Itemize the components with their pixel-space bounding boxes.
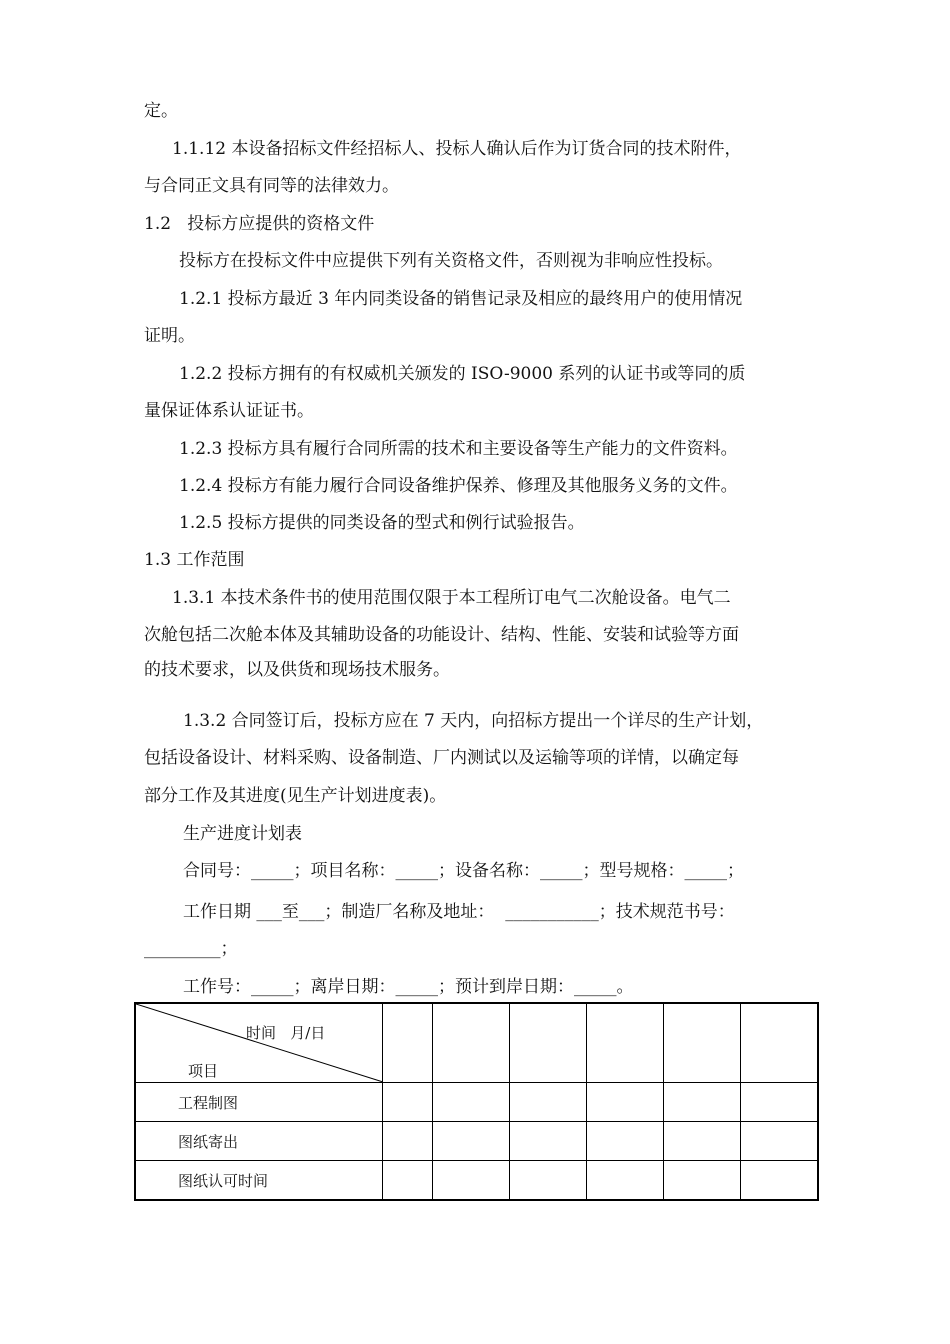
- table-cell: [509, 1003, 586, 1083]
- table-cell: [586, 1083, 663, 1122]
- table-cell: [740, 1083, 818, 1122]
- text-line: 量保证体系认证证书。: [144, 401, 314, 421]
- text-line: 1.1.12 本设备招标文件经招标人、投标人确认后作为订货合同的技术附件，: [172, 139, 742, 159]
- table-cell: [740, 1161, 818, 1201]
- row-label: 图纸认可时间: [135, 1161, 382, 1201]
- table-cell: [382, 1161, 432, 1201]
- text-line: 1.2.5 投标方提供的同类设备的型式和例行试验报告。: [179, 513, 585, 533]
- text-line: 部分工作及其进度(见生产计划进度表)。: [144, 786, 447, 806]
- table-cell: [509, 1161, 586, 1201]
- diagonal-header-cell: [135, 1003, 382, 1083]
- table-cell: [432, 1083, 509, 1122]
- text-line: 1.2.1 投标方最近 3 年内同类设备的销售记录及相应的最终用户的使用情况: [179, 289, 743, 309]
- text-line: 的技术要求，以及供货和现场技术服务。: [144, 660, 450, 680]
- row-label: 工程制图: [135, 1083, 382, 1122]
- text-line: 定。: [144, 101, 178, 121]
- text-line: 1.2.2 投标方拥有的有权威机关颁发的 ISO-9000 系列的认证书或等同的质: [179, 364, 746, 384]
- table-cell: [586, 1161, 663, 1201]
- table-cell: [586, 1122, 663, 1161]
- text-line: 1.2.4 投标方有能力履行合同设备维护保养、修理及其他服务义务的文件。: [179, 476, 738, 496]
- table-caption: 生产进度计划表: [183, 824, 302, 844]
- section-heading: 1.2 投标方应提供的资格文件: [144, 214, 375, 234]
- table-cell: [382, 1122, 432, 1161]
- table-cell: [432, 1161, 509, 1201]
- table-cell: [586, 1003, 663, 1083]
- production-schedule-table: [134, 1002, 819, 1201]
- text-line: 次舱包括二次舱本体及其辅助设备的功能设计、结构、性能、安装和试验等方面: [144, 625, 739, 645]
- table-cell: [740, 1003, 818, 1083]
- table-row: [135, 1161, 818, 1201]
- table-row: [135, 1083, 818, 1122]
- table-cell: [740, 1122, 818, 1161]
- table-cell: [432, 1003, 509, 1083]
- header-item-label: 项目: [188, 1062, 219, 1080]
- text-line: 证明。: [144, 326, 195, 346]
- text-line: 与合同正文具有同等的法律效力。: [144, 176, 399, 196]
- table-cell: [663, 1161, 740, 1201]
- form-line-contract: 合同号：_____；项目名称：_____；设备名称：_____；型号规格：_____；: [183, 861, 744, 881]
- table-cell: [382, 1003, 432, 1083]
- section-heading: 1.3 工作范围: [144, 550, 245, 570]
- text-line: 包括设备设计、材料采购、设备制造、厂内测试以及运输等项的详情，以确定每: [144, 748, 739, 768]
- form-line-dates: 工作日期 ___至___；制造厂名称及地址： ___________；技术规范书号：: [183, 902, 735, 922]
- table-cell: [382, 1083, 432, 1122]
- row-label: 图纸寄出: [135, 1122, 382, 1161]
- header-time-label: 时间 月/日: [246, 1024, 326, 1042]
- table-cell: [432, 1122, 509, 1161]
- table-row: [135, 1122, 818, 1161]
- form-line-spec-number: _________；: [144, 939, 238, 959]
- text-line: 1.3.1 本技术条件书的使用范围仅限于本工程所订电气二次舱设备。电气二: [172, 588, 731, 608]
- table-cell: [663, 1003, 740, 1083]
- table-cell: [509, 1083, 586, 1122]
- text-line: 1.2.3 投标方具有履行合同所需的技术和主要设备等生产能力的文件资料。: [179, 439, 738, 459]
- table-cell: [509, 1122, 586, 1161]
- table-header-row: [135, 1003, 818, 1083]
- diagonal-divider: [136, 1004, 383, 1082]
- table-cell: [663, 1122, 740, 1161]
- form-line-work-number: 工作号：_____；离岸日期：_____；预计到岸日期：_____。: [183, 977, 634, 997]
- text-line: 1.3.2 合同签订后，投标方应在 7 天内，向招标方提出一个详尽的生产计划，: [183, 711, 764, 731]
- text-line: 投标方在投标文件中应提供下列有关资格文件，否则视为非响应性投标。: [179, 251, 723, 271]
- table-cell: [663, 1083, 740, 1122]
